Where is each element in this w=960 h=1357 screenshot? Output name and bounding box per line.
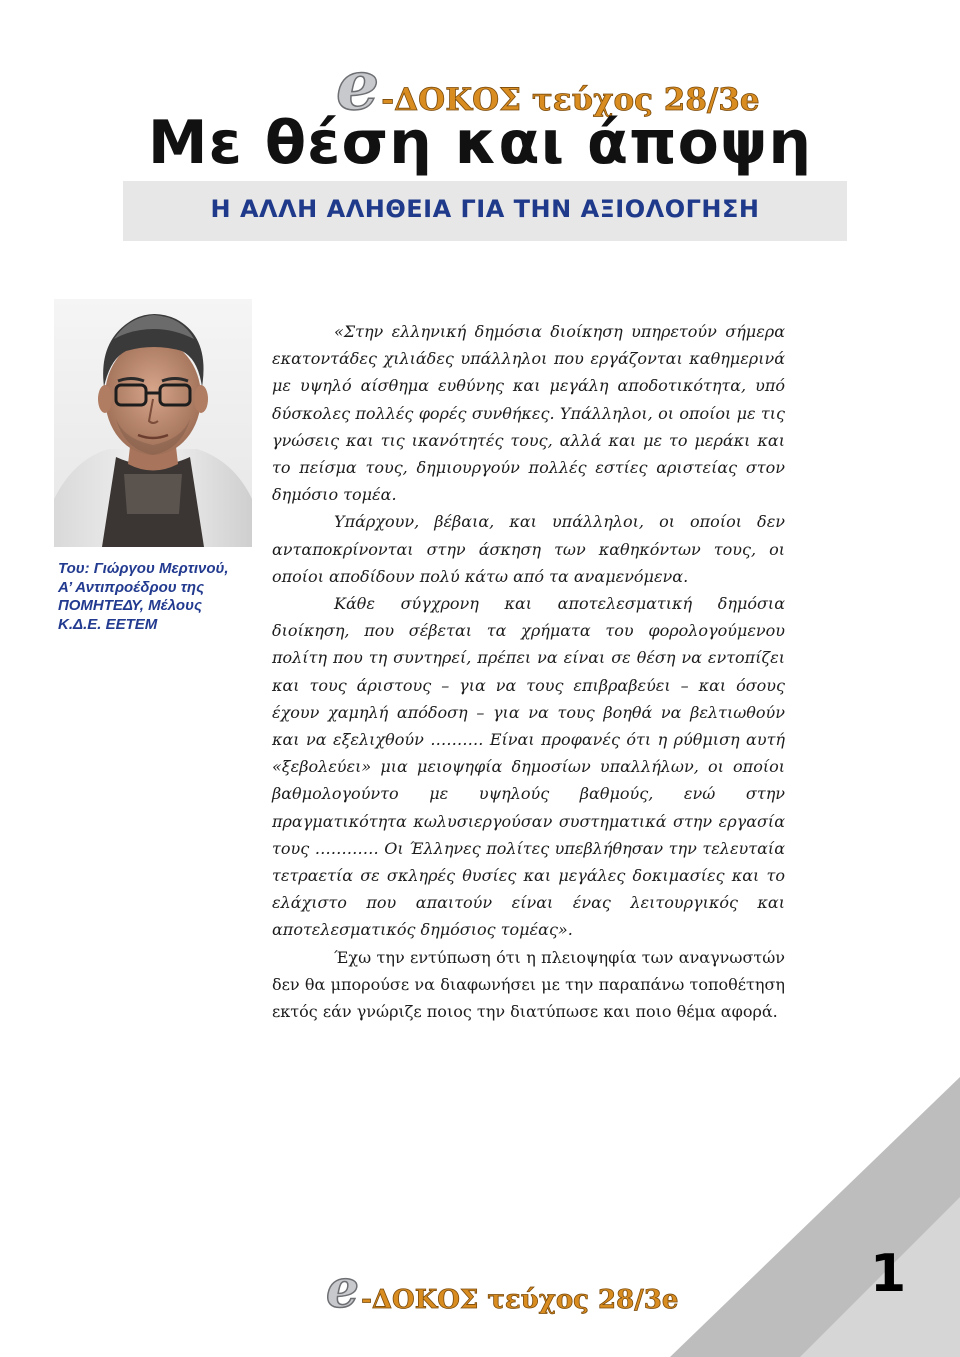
author-credit <box>58 560 258 634</box>
logo-text: -ΔΟΚΟΣ τεύχος 28/3e <box>381 82 760 118</box>
page-number: 1 <box>870 1244 907 1304</box>
article-paragraph: Υπάρχουν, βέβαια, και υπάλληλοι, οι οποίοι δεν ανταποκρίνονται στην άσκηση των καθηκόντων τους, οι οποίοι αποδίδουν πολύ κάτω από τα αναμενόμενα. <box>272 512 785 586</box>
subtitle-band <box>123 181 847 241</box>
author-line: ΠΟΜΗΤΕΔΥ, Μέλους <box>58 597 202 614</box>
author-photo <box>54 299 252 547</box>
logo-e-letter: e <box>336 46 380 126</box>
article-paragraph: Έχω την εντύπωση ότι η πλειοψηφία των αναγνωστών δεν θα μπορούσε να διαφωνήσει με την παραπάνω τοποθέτηση εκτός εάν γνώριζε ποιος την διατύπωσε και ποιο θέμα αφορά. <box>272 947 785 1022</box>
article-paragraph: Κάθε σύγχρονη και αποτελεσματική δημόσια διοίκηση, που σέβεται τα χρήματα του φορολογούμενου πολίτη που τη συντηρεί, πρέπει να είναι σε θέση να εντοπίζει και τους άριστους – για να τους επιβραβεύει – και όσους έχουν χαμηλή απόδοση – για να τους βοηθά να βελτιωθούν και να εξελιχθούν ………. Είναι προφανές ότι η ρύθμιση αυτή «ξεβολεύει» μια μειοψηφία δημοσίων υπαλλήλων, οι οποίοι βαθμολογούντο με υψηλούς βαθμούς, ενώ στην πραγματικότητα κωλυσιεργούσαν συστηματικά στην εργασία τους ………… Οι Έλληνες πολίτες υπεβλήθησαν την τελευταία τετραετία σε σκληρές θυσίες και μεγάλες δοκιμασίες και το ελάχιστο που απαιτούν είναι ένας λειτουργικός και αποτελεσματικός δημόσιος τομέας». <box>272 594 785 940</box>
author-line: Κ.Δ.Ε. ΕΕΤΕΜ <box>58 615 158 633</box>
article-body <box>272 318 785 1025</box>
footer-logo <box>326 1259 679 1320</box>
author-portrait-image <box>54 299 252 547</box>
page-title: Με θέση και άποψη <box>147 108 813 178</box>
author-line: Του: Γιώργου Μερτινού, <box>58 560 229 577</box>
footer-logo-text: -ΔΟΚΟΣ τεύχος 28/3e <box>361 1285 679 1315</box>
footer-logo-e-letter: e <box>326 1259 360 1320</box>
author-line: Α’ Αντιπροέδρου της <box>58 578 205 596</box>
article-subtitle: Η ΑΛΛΗ ΑΛΗΘΕΙΑ ΓΙΑ ΤΗΝ ΑΞΙΟΛΟΓΗΣΗ <box>210 195 760 223</box>
article-paragraph: «Στην ελληνική δημόσια διοίκηση υπηρετούν σήμερα εκατοντάδες χιλιάδες υπάλληλοι που εργάζονται καθημερινά με υψηλό αίσθημα ευθύνης και μεγάλη αποδοτικότητα, υπό δύσκολες πολλές φορές συνθήκες. Υπάλληλοι, οι οποίοι με τις γνώσεις και τις ικανότητές τους, αλλά και με το μεράκι και το πείσμα τους, δημιουργούν πολλές εστίες αριστείας στον δημόσιο τομέα. <box>272 322 785 505</box>
